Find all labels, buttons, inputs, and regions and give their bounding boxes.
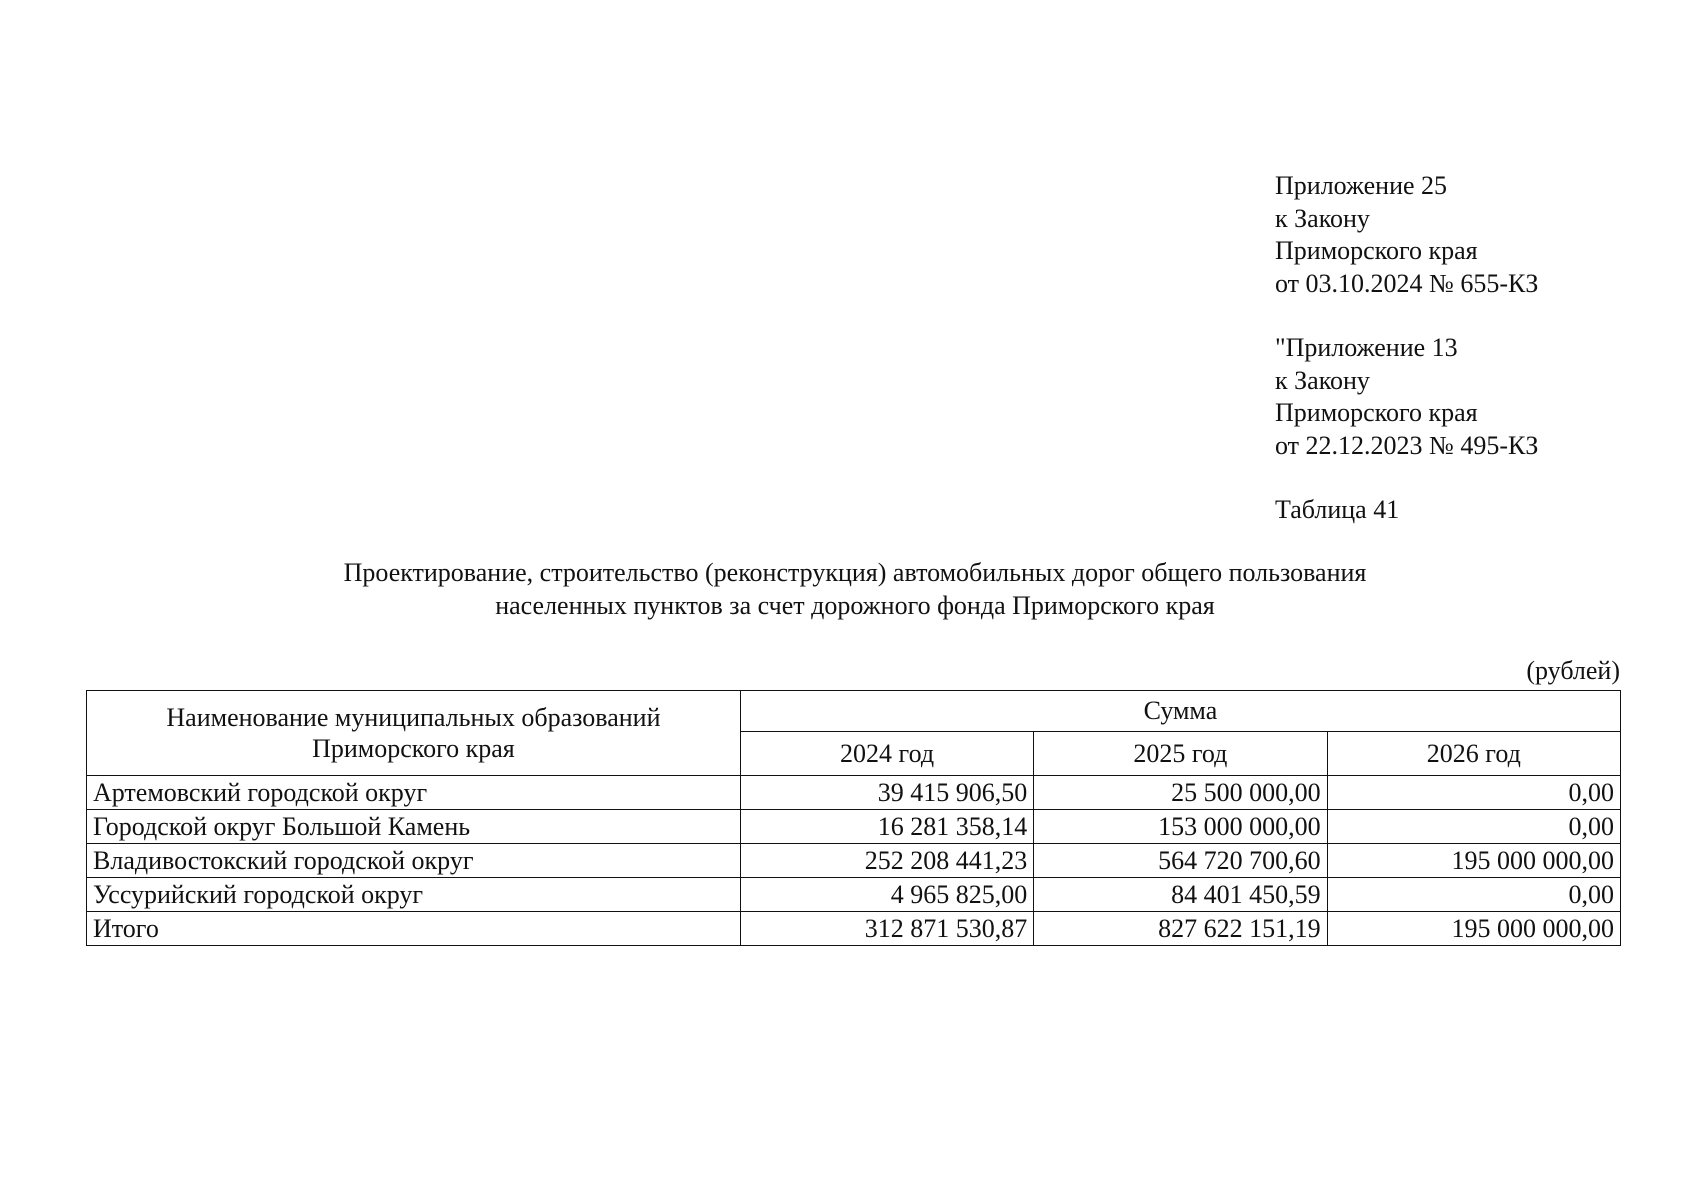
header-year-2025: 2025 год: [1034, 732, 1327, 776]
funding-table: [86, 690, 1621, 946]
document-title-line-1: Проектирование, строительство (реконструкция) автомобильных дорог общего пользования: [343, 558, 1367, 587]
total-value-2026: 195 000 000,00: [1327, 912, 1620, 946]
appendix-current-line-2: к Закону: [1275, 203, 1370, 233]
document-title: [90, 556, 1620, 622]
table-row: [87, 776, 1621, 810]
header-municipality-line-2: Приморского края: [312, 734, 515, 763]
header-municipality: [87, 691, 741, 776]
row-municipality-name: Уссурийский городской округ: [87, 878, 741, 912]
row-value-2024: 16 281 358,14: [740, 810, 1033, 844]
document-title-line-2: населенных пунктов за счет дорожного фонда Приморского края: [495, 591, 1215, 620]
row-value-2024: 39 415 906,50: [740, 776, 1033, 810]
row-value-2026: 0,00: [1327, 776, 1620, 810]
table-number: Таблица 41: [1275, 495, 1400, 524]
unit-label: (рублей): [1526, 656, 1620, 685]
row-value-2026: 0,00: [1327, 878, 1620, 912]
header-year-2026: 2026 год: [1327, 732, 1620, 776]
appendix-current-reference: [1275, 170, 1538, 300]
row-value-2025: 84 401 450,59: [1034, 878, 1327, 912]
appendix-original-line-1: "Приложение 13: [1275, 333, 1458, 362]
table-row: [87, 844, 1621, 878]
row-municipality-name: Владивостокский городской округ: [87, 844, 741, 878]
row-value-2026: 195 000 000,00: [1327, 844, 1620, 878]
total-value-2025: 827 622 151,19: [1034, 912, 1327, 946]
header-year-2024: 2024 год: [740, 732, 1033, 776]
header-municipality-line-1: Наименование муниципальных образований: [166, 703, 661, 732]
appendix-current-line-1: Приложение 25: [1275, 171, 1448, 200]
row-value-2024: 252 208 441,23: [740, 844, 1033, 878]
table-header-row: [87, 691, 1621, 732]
table-row: [87, 878, 1621, 912]
appendix-original-line-2: к Закону: [1275, 365, 1370, 395]
table-total-row: [87, 912, 1621, 946]
appendix-current-line-4: от 03.10.2024 № 655-КЗ: [1275, 268, 1539, 298]
row-municipality-name: Артемовский городской округ: [87, 776, 741, 810]
appendix-original-line-3: Приморского края: [1275, 398, 1478, 427]
header-sum: Сумма: [740, 691, 1620, 732]
appendix-original-line-4: от 22.12.2023 № 495-КЗ: [1275, 430, 1539, 460]
appendix-current-line-3: Приморского края: [1275, 236, 1478, 265]
table-row: [87, 810, 1621, 844]
row-value-2025: 153 000 000,00: [1034, 810, 1327, 844]
total-label: Итого: [87, 912, 741, 946]
appendix-original-reference: [1275, 332, 1538, 462]
row-municipality-name: Городской округ Большой Камень: [87, 810, 741, 844]
row-value-2024: 4 965 825,00: [740, 878, 1033, 912]
total-value-2024: 312 871 530,87: [740, 912, 1033, 946]
row-value-2025: 564 720 700,60: [1034, 844, 1327, 878]
row-value-2025: 25 500 000,00: [1034, 776, 1327, 810]
row-value-2026: 0,00: [1327, 810, 1620, 844]
